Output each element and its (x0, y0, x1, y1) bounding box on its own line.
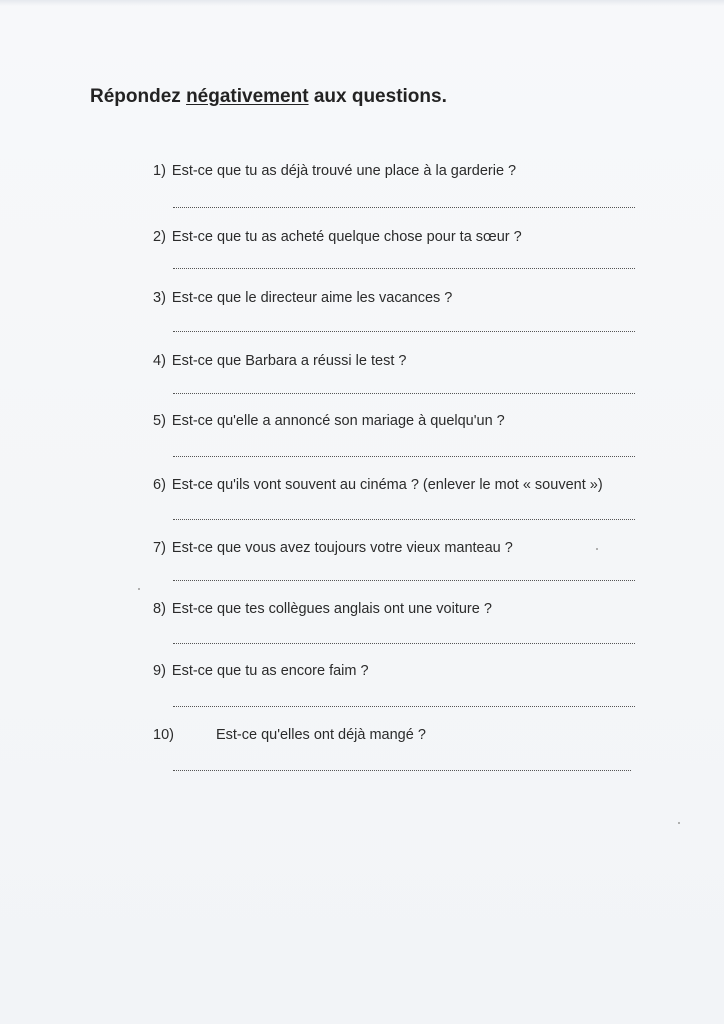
answer-line-9[interactable] (173, 706, 635, 707)
question-text: Est-ce que tes collègues anglais ont une voiture ? (171, 601, 492, 617)
question-7 (153, 540, 513, 556)
question-number: 9) (153, 663, 166, 679)
question-number: 10) (153, 727, 174, 743)
question-3 (153, 290, 452, 306)
question-number: 1) (153, 163, 166, 179)
scan-speck (678, 822, 680, 824)
question-text: Est-ce que tu as encore faim ? (171, 663, 369, 679)
scan-top-edge (0, 0, 724, 6)
question-2 (153, 229, 522, 245)
answer-line-8[interactable] (173, 643, 635, 644)
answer-line-4[interactable] (173, 393, 635, 394)
question-number: 8) (153, 601, 166, 617)
question-number: 5) (153, 413, 166, 429)
question-number: 2) (153, 229, 166, 245)
question-text: Est-ce que tu as déjà trouvé une place à la garderie ? (171, 163, 517, 179)
answer-line-5[interactable] (173, 456, 635, 457)
scan-speck (596, 548, 598, 550)
question-8 (153, 601, 492, 617)
question-5 (153, 413, 505, 429)
title-start: Répondez (90, 86, 187, 107)
scan-speck (138, 588, 140, 590)
question-text: Est-ce qu'ils vont souvent au cinéma ? (enlever le mot « souvent ») (171, 477, 603, 493)
question-9 (153, 663, 369, 679)
question-6 (153, 477, 603, 493)
question-text: Est-ce que le directeur aime les vacances ? (171, 290, 453, 306)
question-10 (153, 727, 426, 743)
title-end: aux questions. (308, 86, 447, 107)
question-text: Est-ce qu'elles ont déjà mangé ? (215, 727, 426, 743)
question-4 (153, 353, 406, 369)
page-title (90, 86, 447, 108)
question-number: 4) (153, 353, 166, 369)
answer-line-3[interactable] (173, 331, 635, 332)
answer-line-6[interactable] (173, 519, 635, 520)
answer-line-10[interactable] (173, 770, 631, 771)
title-emphasis: négativement (186, 86, 309, 107)
question-1 (153, 163, 516, 179)
answer-line-2[interactable] (173, 268, 635, 269)
question-number: 3) (153, 290, 166, 306)
question-number: 6) (153, 477, 166, 493)
question-text: Est-ce qu'elle a annoncé son mariage à quelqu'un ? (171, 413, 505, 429)
answer-line-7[interactable] (173, 580, 635, 581)
answer-line-1[interactable] (173, 207, 635, 208)
question-number: 7) (153, 540, 166, 556)
question-text: Est-ce que Barbara a réussi le test ? (171, 353, 407, 369)
question-text: Est-ce que vous avez toujours votre vieux manteau ? (171, 540, 513, 556)
question-text: Est-ce que tu as acheté quelque chose pour ta sœur ? (171, 229, 522, 245)
